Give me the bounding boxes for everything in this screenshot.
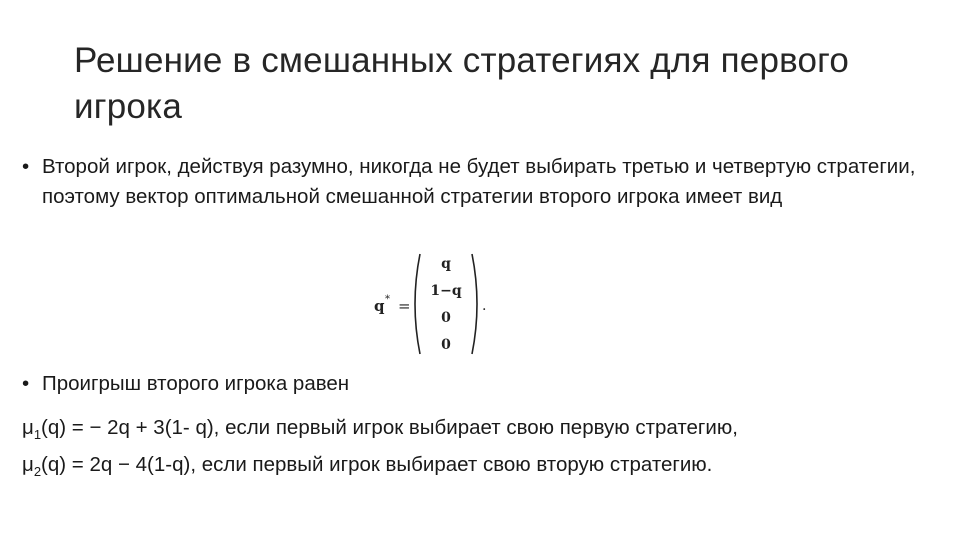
loss-formulas	[22, 413, 942, 487]
formula-text: (q) = 2q − 4(1-q), если первый игрок выбирает свою вторую стратегию.	[41, 453, 713, 477]
formula-line-2	[22, 450, 942, 487]
mu-symbol: μ	[22, 416, 34, 439]
left-paren	[415, 254, 420, 354]
vector-entry-4: 0	[441, 337, 451, 353]
vector-lhs: q	[374, 297, 385, 315]
bullet-icon: •	[22, 372, 30, 395]
bullet-loss-header	[22, 369, 932, 399]
mu-subscript: 2	[33, 464, 42, 480]
slide-title: Решение в смешанных стратегиях для первого игрока	[74, 41, 850, 126]
bullet-strategy-note	[22, 152, 932, 212]
bullet-text: Второй игрок, действуя разумно, никогда не будет выбирать третью и четвертую стратегии, поэтому вектор оптимальной смешанной стратегии второго игрока имеет вид	[42, 155, 916, 208]
formula-line-1	[22, 413, 942, 450]
vector-entry-1: q	[441, 256, 451, 272]
right-paren	[472, 254, 477, 354]
formula-text: (q) = − 2q + 3(1- q), если первый игрок выбирает свою первую стратегию,	[41, 416, 738, 439]
mu-symbol: μ	[22, 453, 34, 477]
bullet-icon: •	[22, 155, 30, 178]
mu-subscript: 1	[33, 427, 42, 443]
bullet-text: Проигрыш второго игрока равен	[42, 372, 350, 395]
vector-trailing-dot: .	[482, 298, 487, 314]
mixed-strategy-vector	[372, 248, 512, 360]
vector-entry-2: 1−q	[430, 283, 462, 299]
vector-equals: =	[398, 297, 411, 315]
vector-star: *	[385, 294, 390, 305]
vector-entry-3: 0	[441, 310, 451, 326]
